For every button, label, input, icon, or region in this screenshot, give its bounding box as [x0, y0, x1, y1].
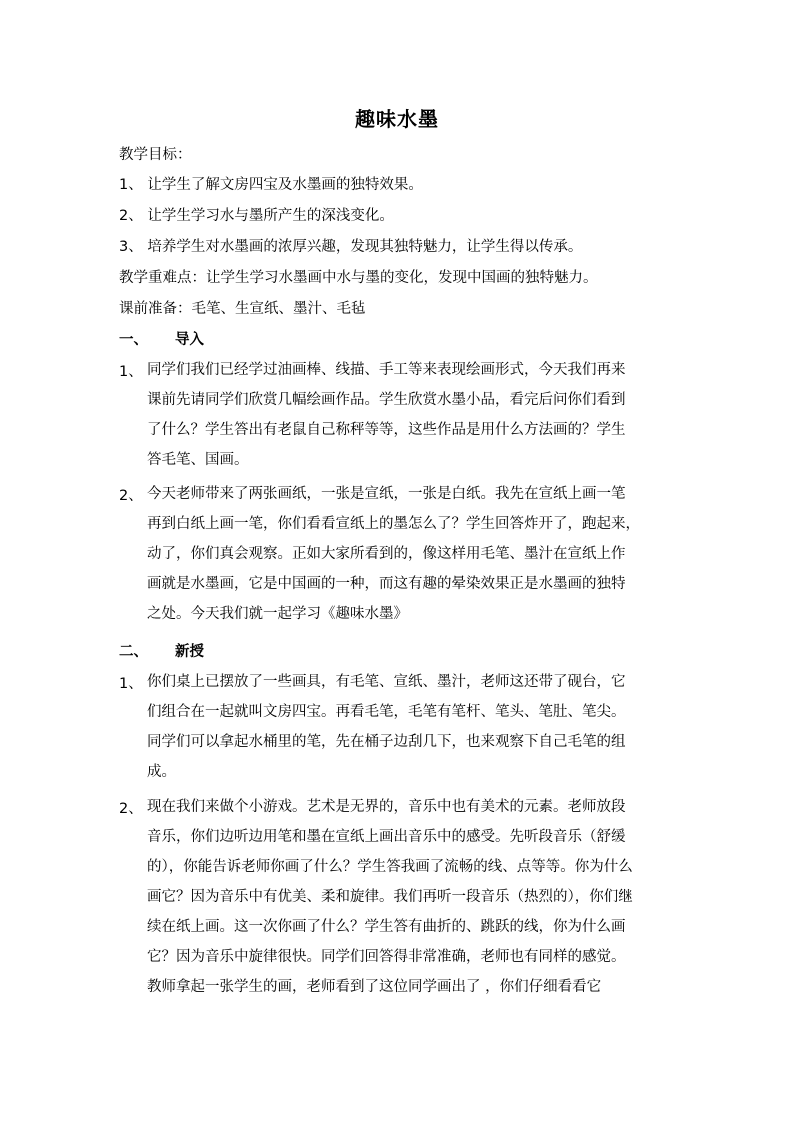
section-title: 导入 — [175, 332, 204, 348]
objective-item-3: 3、 培养学生对水墨画的浓厚兴趣，发现其独特魅力，让学生得以传承。 — [119, 239, 583, 255]
objective-item-1: 1、 让学生了解文房四宝及水墨画的独特效果。 — [119, 177, 423, 193]
preparation: 课前准备：毛笔、生宣纸、墨汁、毛毡 — [119, 301, 366, 317]
paragraph-line: 今天老师带来了两张画纸，一张是宣纸，一张是白纸。我先在宣纸上画一笔 — [147, 486, 626, 502]
paragraph-line: 动了，你们真会观察。正如大家所看到的，像这样用毛笔、墨汁在宣纸上作 — [147, 546, 626, 562]
paragraph-line: 现在我们来做个小游戏。艺术是无界的，音乐中也有美术的元素。老师放段 — [147, 799, 626, 815]
item-marker: 1、 — [119, 676, 143, 692]
paragraph-line: 它？因为音乐中旋律很快。同学们回答得非常准确，老师也有同样的感觉。 — [147, 949, 626, 965]
section-heading-new-lesson — [119, 642, 204, 662]
paragraph-line: 同学们可以拿起水桶里的笔，先在桶子边刮几下，也来观察下自己毛笔的组 — [147, 734, 626, 750]
list-item — [119, 360, 681, 480]
item-marker: 1、 — [119, 364, 143, 380]
document-title: 趣味水墨 — [355, 107, 439, 131]
paragraph-line: 教师拿起一张学生的画，老师看到了这位同学画出了 ，你们仔细看看它 — [147, 979, 602, 995]
paragraph-line: 的），你能告诉老师你画了什么？学生答我画了流畅的线、点等等。你为什么 — [147, 859, 633, 875]
paragraph-line: 之处。今天我们就一起学习《趣味水墨》 — [147, 606, 408, 622]
paragraph-line: 成。 — [147, 764, 176, 780]
paragraph-line: 课前先请同学们欣赏几幅绘画作品。学生欣赏水墨小品，看完后问你们看到 — [147, 392, 626, 408]
list-item — [119, 797, 681, 1007]
paragraph-line: 了什么？学生答出有老鼠自己称秤等等，这些作品是用什么方法画的？学生 — [147, 422, 626, 438]
list-item — [119, 484, 681, 634]
paragraph-line: 音乐，你们边听边用笔和墨在宣纸上画出音乐中的感受。先听段音乐（舒缓 — [147, 829, 626, 845]
paragraph-line: 续在纸上画。这一次你画了什么？学生答有曲折的、跳跃的线，你为什么画 — [147, 919, 626, 935]
section-number: 一、 — [119, 332, 148, 348]
item-marker: 2、 — [119, 801, 143, 817]
paragraph-line: 画它？因为音乐中有优美、柔和旋律。我们再听一段音乐（热烈的），你们继 — [147, 889, 633, 905]
paragraph-line: 答毛笔、国画。 — [147, 452, 249, 468]
section-heading-intro — [119, 330, 204, 350]
objectives-label: 教学目标： — [119, 147, 192, 163]
paragraph-line: 再到白纸上画一笔，你们看看宣纸上的墨怎么了？学生回答炸开了，跑起来， — [147, 516, 640, 532]
list-item — [119, 672, 681, 792]
item-marker: 2、 — [119, 488, 143, 504]
section-number: 二、 — [119, 644, 148, 660]
paragraph-line: 们组合在一起就叫文房四宝。再看毛笔，毛笔有笔杆、笔头、笔肚、笔尖。 — [147, 704, 626, 720]
paragraph-line: 画就是水墨画，它是中国画的一种，而这有趣的晕染效果正是水墨画的独特 — [147, 576, 626, 592]
section-title: 新授 — [175, 644, 204, 660]
objective-item-2: 2、 让学生学习水与墨所产生的深浅变化。 — [119, 208, 394, 224]
key-points: 教学重难点：让学生学习水墨画中水与墨的变化，发现中国画的独特魅力。 — [119, 270, 598, 286]
paragraph-line: 同学们我们已经学过油画棒、线描、手工等来表现绘画形式，今天我们再来 — [147, 362, 626, 378]
paragraph-line: 你们桌上已摆放了一些画具，有毛笔、宣纸、墨汁，老师这还带了砚台，它 — [147, 674, 626, 690]
